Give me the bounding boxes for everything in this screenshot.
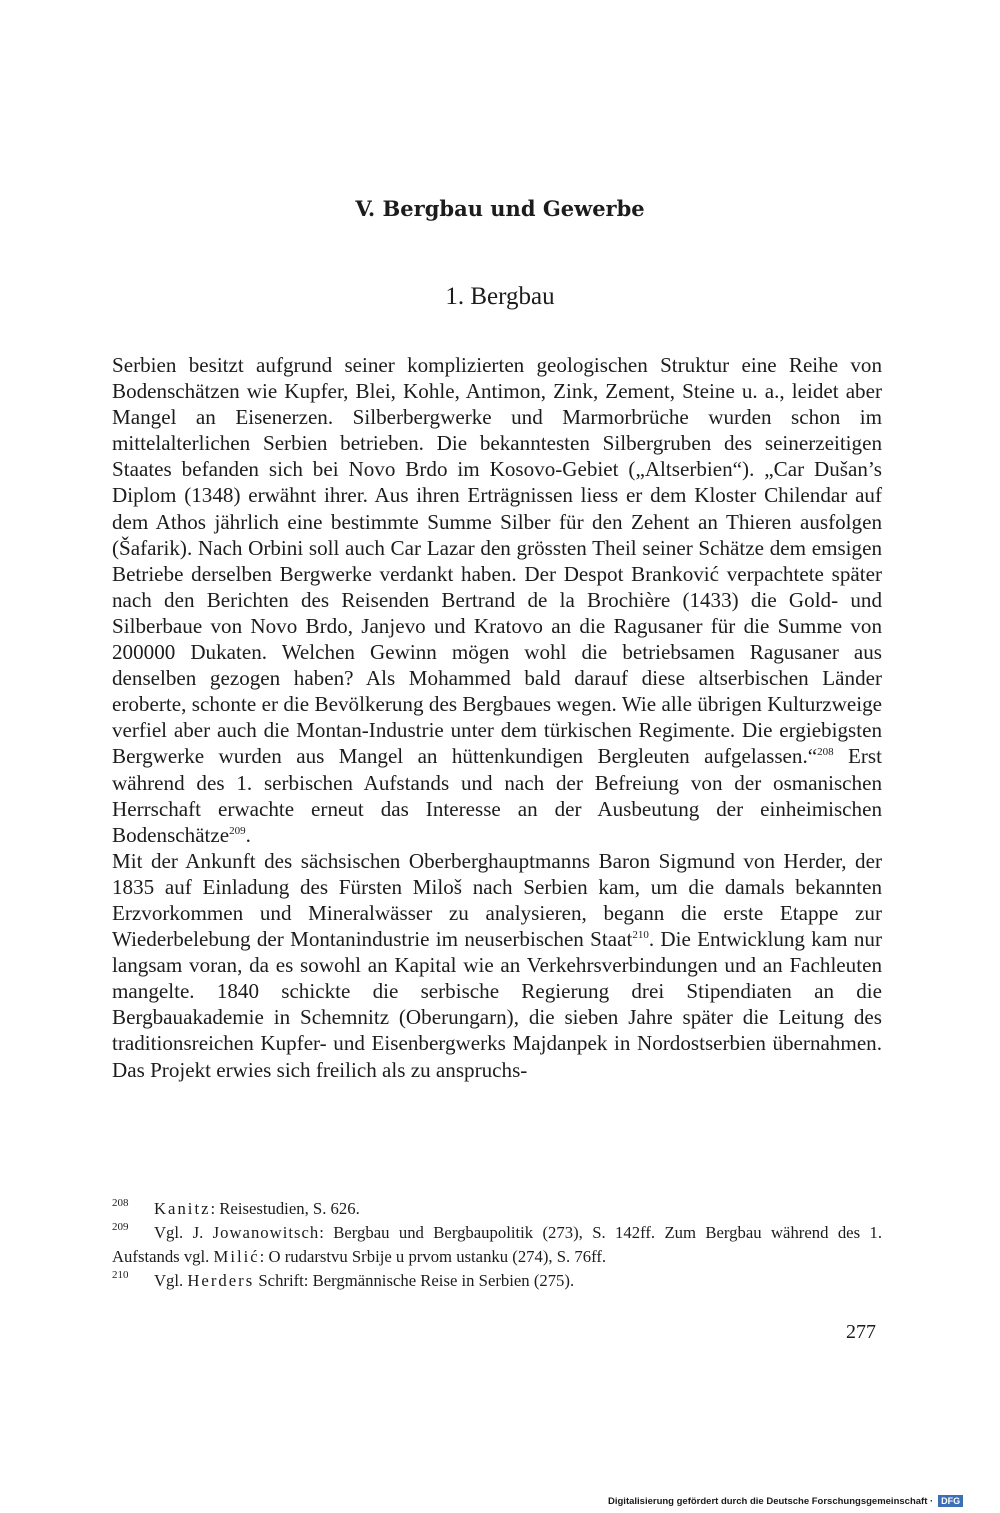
dfg-logo-icon: DFG	[938, 1495, 963, 1507]
paragraph-2	[112, 848, 882, 1083]
footnote-author: Jowanowitsch	[212, 1223, 320, 1242]
footnote-210: $^{210}$ Vgl. Herders Schrift: Bergmännische Reise in Serbien (275).	[112, 1269, 575, 1290]
footnote-text-2: : O rudarstvu Srbije u prvom ustanku (274), S. 76ff.	[259, 1247, 607, 1266]
paragraph-2-text-a: Mit der Ankunft des sächsischen Oberberghauptmanns Baron Sigmund von Herder, der 1835 auf Einladung des Fürsten Miloš nach Serbien kam, um die damals bekannten Erzvorkommen und Mineralwässer zu analysieren, begann die erste Etappe zur Wiederbelebung der Montanindustrie im neuserbischen Staat	[112, 848, 882, 952]
footnotes	[112, 1197, 882, 1293]
footnote-text: : Bergbau und Bergbaupolitik (273), S. 142ff. Zum Bergbau während des 1. Aufstands vgl.	[112, 1223, 882, 1266]
footnote-prefix: Vgl. J.	[154, 1223, 213, 1242]
footnote-208: $^{208}$ Kanitz: Reisestudien, S. 626.	[112, 1197, 360, 1218]
footnote-ref-208: 208	[817, 746, 834, 759]
footnote-author: Kanitz	[154, 1199, 211, 1218]
funding-banner-text: Digitalisierung gefördert durch die Deutsche Forschungsgemeinschaft ·	[608, 1495, 934, 1507]
body-text	[112, 352, 882, 1083]
chapter-title: V. Bergbau und Gewerbe	[355, 196, 645, 221]
paragraph-1-text-a: Serbien besitzt aufgrund seiner komplizierten geologischen Struktur eine Reihe von Bodenschätzen wie Kupfer, Blei, Kohle, Antimon, Zink, Zement, Steine u. a., leidet aber Mangel an Eisenerzen. Silberbergwerke und Marmorbrüche wurden schon im mittelalterlichen Serbien betrieben. Die bekanntesten Silbergruben des seinerzeitigen Staates befanden sich bei Novo Brdo im Kosovo-Gebiet („Altserbien“). „Car Dušan’s Diplom (1348) erwähnt ihrer. Aus ihren Erträgnissen liess er dem Kloster Chilendar auf dem Athos jährlich eine bestimmte Summe Silber für den Zehent an Thieren ausfolgen (Šafarik). Nach Orbini soll auch Car Lazar den grössten Theil seiner Schätze dem emsigen Betriebe derselben Bergwerke verdankt haben. Der Despot Branković verpachtete später nach den Berichten des Reisenden Bertrand de la Brochière (1433) die Gold- und Silberbaue von Novo Brdo, Janjevo und Kratovo an die Ragusaner für die Summe von 200000 Dukaten. Welchen Gewinn mögen wohl die betriebsamen Ragusaner aus denselben gezogen haben? Als Mohammed bald darauf diese altserbischen Länder eroberte, schonte er die Bevölkerung des Bergbaues wegen. Wie alle übrigen Kulturzweige verfiel aber auch die Montan-Industrie unter dem türkischen Regimente. Die ergiebigsten Bergwerke wurden aus Mangel an hüttenkundigen Bergleuten aufgelassen.“	[112, 353, 882, 769]
footnote-text: Schrift: Bergmännische Reise in Serbien (275).	[254, 1271, 575, 1290]
paragraph-1-text-b: Erst während des 1. serbischen Aufstands und nach der Befreiung von der osmanischen Herrschaft erwachte erneut das Interesse an der Ausbeutung der einheimischen Bodenschätze	[112, 744, 882, 847]
paragraph-1	[112, 352, 882, 848]
page-number: 277	[846, 1321, 876, 1343]
footnote-author-2: Milić	[213, 1247, 260, 1266]
footnote-209: $^{209}$ Vgl. J. Jowanowitsch: Bergbau und Bergbaupolitik (273), S. 142ff. Zum Bergbau während des 1. Aufstands vgl. Milić: O rudarstvu Srbije u prvom ustanku (274), S. 76ff.	[112, 1221, 882, 1266]
footnote-ref-210: 210	[632, 929, 649, 942]
paragraph-1-text-c: .	[245, 822, 251, 847]
funding-banner	[608, 1495, 963, 1507]
footnote-prefix: Vgl.	[154, 1271, 188, 1290]
footnote-ref-209: 209	[229, 824, 246, 837]
footnote-text: : Reisestudien, S. 626.	[210, 1199, 360, 1218]
section-title: 1. Bergbau	[445, 283, 555, 310]
paragraph-2-text-b: . Die Entwicklung kam nur langsam voran, da es sowohl an Kapital wie an Verkehrsverbindungen und an Fachleuten mangelte. 1840 schickte die serbische Regierung drei Stipendiaten an die Bergbauakademie in Schemnitz (Oberungarn), die sieben Jahre später die Leitung des traditionsreichen Kupfer- und Eisenbergwerks Majdanpek in Nordostserbien übernahmen. Das Projekt erwies sich freilich als zu anspruchs-	[112, 927, 882, 1082]
footnote-author: Herders	[187, 1271, 255, 1290]
